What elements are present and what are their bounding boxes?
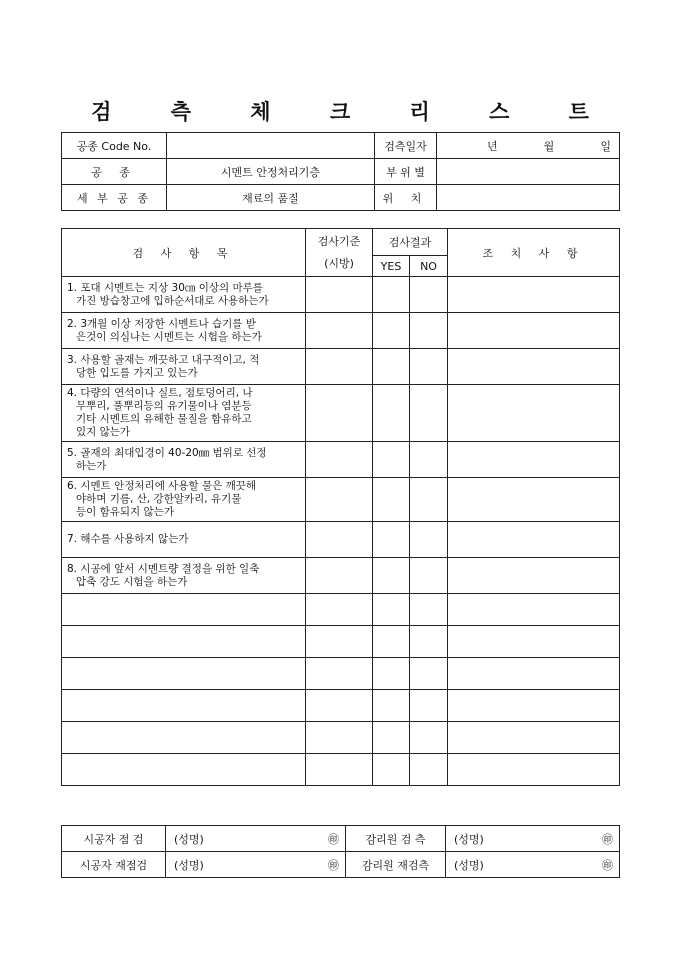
- action-header: 조 치 사 항: [448, 229, 620, 277]
- part-field[interactable]: [437, 159, 620, 185]
- checklist-row: [62, 277, 620, 313]
- checklist-row: [62, 442, 620, 478]
- item-cell[interactable]: [62, 594, 306, 626]
- page-title: 검 측 체 크 리 스 트: [91, 99, 615, 124]
- no-cell[interactable]: [410, 349, 448, 385]
- no-cell[interactable]: [410, 277, 448, 313]
- part-label: 부 위 별: [375, 159, 437, 185]
- action-cell[interactable]: [448, 558, 620, 594]
- standard-cell[interactable]: [306, 594, 373, 626]
- no-cell[interactable]: [410, 626, 448, 658]
- yes-cell[interactable]: [373, 658, 410, 690]
- supervisor-recheck-label: 감리원 재검측: [346, 852, 446, 878]
- checklist-row: [62, 558, 620, 594]
- checklist-item-text: [62, 558, 306, 594]
- no-cell[interactable]: [410, 690, 448, 722]
- standard-header-line1: 검사기준: [317, 234, 361, 248]
- item-cell[interactable]: [62, 754, 306, 786]
- supervisor-recheck-signature[interactable]: [446, 852, 620, 878]
- item-cell[interactable]: [62, 722, 306, 754]
- no-cell[interactable]: [410, 313, 448, 349]
- date-month-label: 월: [543, 139, 555, 153]
- checklist-item-line: 압축 강도 시험을 하는가: [76, 575, 188, 588]
- checklist-empty-row: [62, 690, 620, 722]
- no-cell[interactable]: [410, 478, 448, 522]
- action-cell[interactable]: [448, 442, 620, 478]
- checklist-item-text: [62, 442, 306, 478]
- action-cell[interactable]: [448, 277, 620, 313]
- checklist-empty-row: [62, 626, 620, 658]
- checklist-item-line: 기타 시멘트의 유해한 물질을 함유하고: [76, 413, 252, 425]
- seal-icon: ㊞: [602, 832, 613, 846]
- no-cell[interactable]: [410, 658, 448, 690]
- checklist-row: [62, 478, 620, 522]
- contractor-recheck-label: 시공자 재점검: [62, 852, 166, 878]
- standard-cell[interactable]: [306, 522, 373, 558]
- standard-cell[interactable]: [306, 626, 373, 658]
- action-cell[interactable]: [448, 478, 620, 522]
- standard-cell[interactable]: [306, 754, 373, 786]
- yes-cell[interactable]: [373, 313, 410, 349]
- sub-work-label: 세 부 공 종: [62, 185, 167, 211]
- date-year-label: 년: [487, 139, 498, 153]
- yes-header: YES: [373, 256, 410, 277]
- standard-cell[interactable]: [306, 478, 373, 522]
- yes-cell[interactable]: [373, 690, 410, 722]
- checklist-item-line: 하는가: [76, 459, 107, 472]
- inspection-date-label: 검측일자: [375, 133, 437, 159]
- action-cell[interactable]: [448, 522, 620, 558]
- checklist-item-line: 당한 입도를 가지고 있는가: [76, 366, 198, 379]
- action-cell[interactable]: [448, 313, 620, 349]
- inspection-date-field[interactable]: [437, 133, 620, 159]
- standard-header-line2: (시방): [324, 256, 354, 270]
- checklist-row: [62, 313, 620, 349]
- action-cell[interactable]: [448, 385, 620, 442]
- yes-cell[interactable]: [373, 626, 410, 658]
- checklist-item-line: 1. 포대 시멘트는 지상 30㎝ 이상의 마루를: [67, 281, 263, 294]
- checklist-item-text: [62, 522, 306, 558]
- no-cell[interactable]: [410, 722, 448, 754]
- action-cell[interactable]: [448, 754, 620, 786]
- checklist-table: [61, 228, 620, 786]
- standard-cell[interactable]: [306, 385, 373, 442]
- checklist-item-line: 8. 시공에 앞서 시멘트량 결정을 위한 일축: [67, 562, 260, 575]
- checklist-item-line: 5. 골재의 최대입경이 40-20㎜ 범위로 선정: [67, 446, 267, 459]
- action-cell[interactable]: [448, 594, 620, 626]
- no-cell[interactable]: [410, 594, 448, 626]
- yes-cell[interactable]: [373, 442, 410, 478]
- seal-icon: ㊞: [602, 858, 613, 872]
- checklist-item-line: 무뿌리, 풀뿌리등의 유기물이나 염분등: [76, 400, 252, 412]
- items-header: 검 사 항 목: [62, 229, 306, 277]
- yes-cell[interactable]: [373, 385, 410, 442]
- name-label: (성명): [454, 832, 484, 846]
- signature-table: [61, 825, 620, 878]
- checklist-item-line: 가진 방습창고에 입하순서대로 사용하는가: [76, 294, 269, 307]
- no-cell[interactable]: [410, 558, 448, 594]
- yes-cell[interactable]: [373, 722, 410, 754]
- action-cell[interactable]: [448, 722, 620, 754]
- no-cell[interactable]: [410, 522, 448, 558]
- name-label: (성명): [454, 858, 484, 872]
- checklist-item-line: 있지 않는가: [76, 426, 131, 438]
- supervisor-check-signature[interactable]: [446, 826, 620, 852]
- standard-cell[interactable]: [306, 313, 373, 349]
- header-info-table: [61, 132, 620, 211]
- standard-cell[interactable]: [306, 349, 373, 385]
- checklist-item-line: 등이 함유되지 않는가: [76, 506, 174, 518]
- checklist-item-line: 3. 사용할 골재는 깨끗하고 내구적이고, 적: [67, 353, 260, 366]
- contractor-recheck-signature[interactable]: [166, 852, 346, 878]
- yes-cell[interactable]: [373, 594, 410, 626]
- checklist-item-line: 4. 다량의 연석이나 실트, 점토덩어리, 나: [67, 387, 253, 399]
- supervisor-check-label: 감리원 검 측: [346, 826, 446, 852]
- sub-work-field[interactable]: 재료의 품질: [167, 185, 375, 211]
- checklist-item-text: [62, 313, 306, 349]
- yes-cell[interactable]: [373, 277, 410, 313]
- item-cell[interactable]: [62, 690, 306, 722]
- standard-cell[interactable]: [306, 690, 373, 722]
- checklist-empty-row: [62, 658, 620, 690]
- seal-icon: ㊞: [328, 832, 339, 846]
- yes-cell[interactable]: [373, 558, 410, 594]
- date-day-label: 일: [600, 139, 611, 153]
- work-type-field[interactable]: 시멘트 안정처리기층: [167, 159, 375, 185]
- standard-cell[interactable]: [306, 722, 373, 754]
- standard-cell[interactable]: [306, 277, 373, 313]
- standard-cell[interactable]: [306, 442, 373, 478]
- no-header: NO: [410, 256, 448, 277]
- action-cell[interactable]: [448, 626, 620, 658]
- checklist-row: [62, 522, 620, 558]
- yes-cell[interactable]: [373, 522, 410, 558]
- checklist-empty-row: [62, 754, 620, 786]
- action-cell[interactable]: [448, 658, 620, 690]
- checklist-item-line: 7. 해수를 사용하지 않는가: [67, 533, 189, 545]
- item-cell[interactable]: [62, 626, 306, 658]
- checklist-item-text: [62, 385, 306, 442]
- no-cell[interactable]: [410, 442, 448, 478]
- yes-cell[interactable]: [373, 478, 410, 522]
- location-field[interactable]: [437, 185, 620, 211]
- checklist-row: [62, 385, 620, 442]
- no-cell[interactable]: [410, 754, 448, 786]
- result-header: 검사결과: [373, 229, 448, 256]
- standard-cell[interactable]: [306, 558, 373, 594]
- checklist-item-text: [62, 277, 306, 313]
- contractor-check-signature[interactable]: [166, 826, 346, 852]
- yes-cell[interactable]: [373, 754, 410, 786]
- action-cell[interactable]: [448, 690, 620, 722]
- item-cell[interactable]: [62, 658, 306, 690]
- yes-cell[interactable]: [373, 349, 410, 385]
- contractor-check-label: 시공자 점 검: [62, 826, 166, 852]
- action-cell[interactable]: [448, 349, 620, 385]
- name-label: (성명): [174, 832, 204, 846]
- checklist-item-line: 2. 3개월 이상 저장한 시멘트나 습기를 받: [67, 317, 256, 330]
- standard-header: [306, 229, 373, 277]
- standard-cell[interactable]: [306, 658, 373, 690]
- checklist-item-text: [62, 349, 306, 385]
- work-code-field[interactable]: [167, 133, 375, 159]
- checklist-row: [62, 349, 620, 385]
- checklist-item-line: 은것이 의심나는 시멘트는 시험을 하는가: [76, 330, 262, 343]
- location-label: 위 치: [375, 185, 437, 211]
- checklist-item-line: 야하며 기름, 산, 강한알카리, 유기물: [76, 493, 242, 505]
- name-label: (성명): [174, 858, 204, 872]
- no-cell[interactable]: [410, 385, 448, 442]
- checklist-item-line: 6. 시멘트 안정처리에 사용할 물은 깨끗해: [67, 480, 256, 492]
- checklist-item-text: [62, 478, 306, 522]
- seal-icon: ㊞: [328, 858, 339, 872]
- checklist-empty-row: [62, 594, 620, 626]
- work-type-label: 공 종: [62, 159, 167, 185]
- checklist-empty-row: [62, 722, 620, 754]
- work-code-label: 공종 Code No.: [62, 133, 167, 159]
